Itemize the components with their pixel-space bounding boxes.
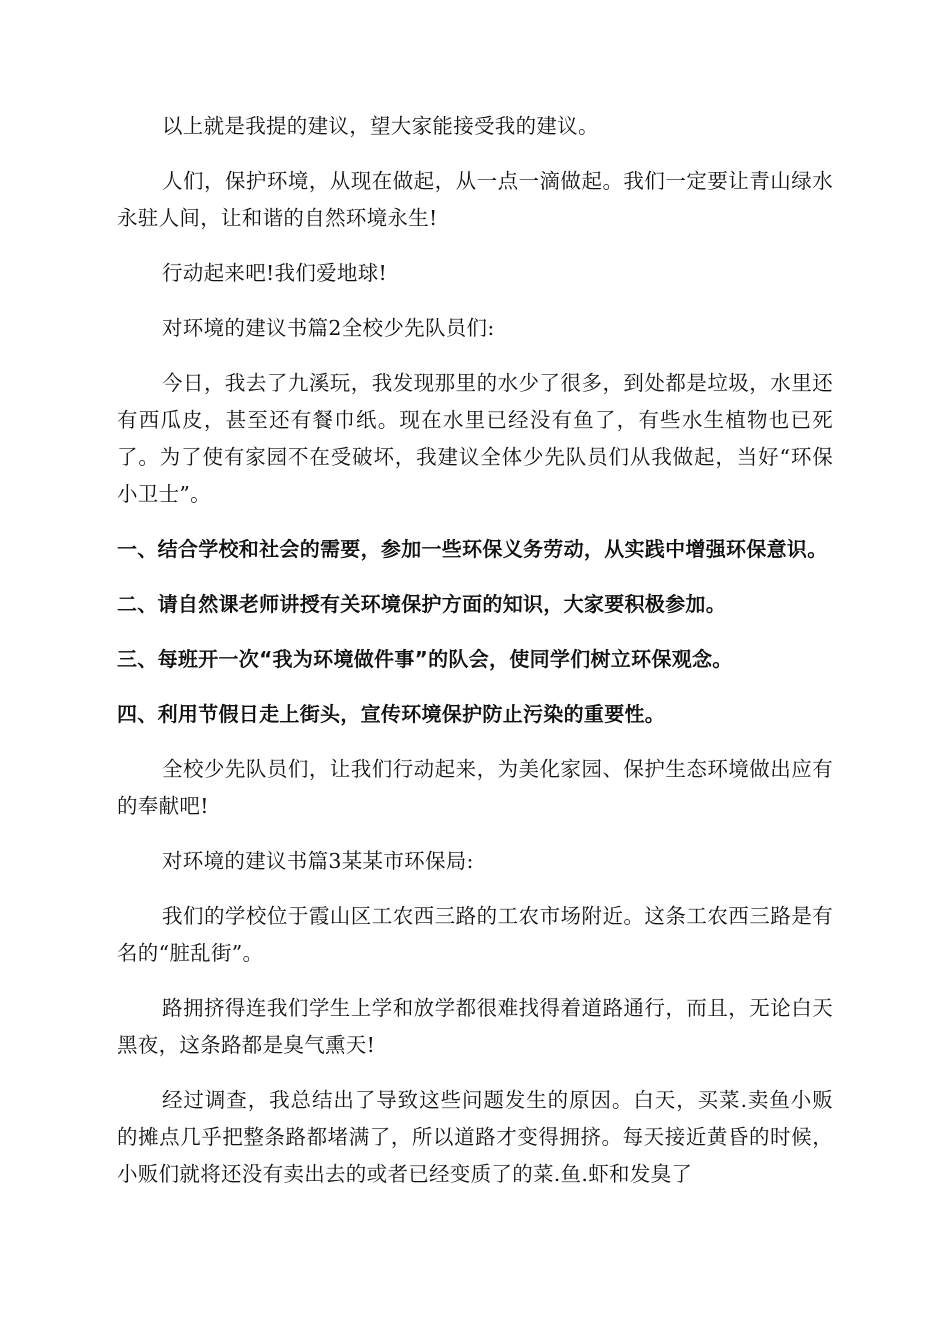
paragraph-protect-environment: 人们，保护环境，从现在做起，从一点一滴做起。我们一定要让青山绿水永驻人间，让和谐的自然环境永生! — [117, 169, 833, 230]
paragraph-pioneers-appeal: 全校少先队员们，让我们行动起来，为美化家园、保护生态环境做出应有的奉献吧! — [117, 757, 833, 818]
paragraph-closing-suggestion: 以上就是我提的建议，望大家能接受我的建议。 — [162, 114, 599, 138]
paragraph-road-congestion: 路拥挤得连我们学生上学和放学都很难找得着道路通行，而且，无论白天黑夜，这条路都是臭气熏天! — [117, 996, 833, 1057]
paragraph-investigation: 经过调查，我总结出了导致这些问题发生的原因。白天，买菜.卖鱼小贩的摊点几乎把整条路都堵满了，所以道路才变得拥挤。每天接近黄昏的时候，小贩们就将还没有卖出去的或者已经变质了的菜.鱼.虾和发臭了 — [117, 1088, 833, 1186]
paragraph-jiuxi-visit: 今日，我去了九溪玩，我发现那里的水少了很多，到处都是垃圾，水里还有西瓜皮，甚至还有餐巾纸。现在水里已经没有鱼了，有些水生植物也已死了。为了使有家园不在受破坏，我建议全体少先队员们从我做起，当好“环保小卫士”。 — [117, 371, 833, 506]
list-item-1: 一、结合学校和社会的需要，参加一些环保义务劳动，从实践中增强环保意识。 — [117, 537, 828, 561]
list-item-3: 三、每班开一次“我为环境做件事”的队会，使同学们树立环保观念。 — [117, 647, 733, 671]
document-body — [117, 108, 833, 1193]
list-item-2: 二、请自然课老师讲授有关环境保护方面的知识，大家要积极参加。 — [117, 592, 726, 616]
paragraph-call-to-action: 行动起来吧!我们爱地球! — [162, 261, 388, 285]
heading-letter-2: 对环境的建议书篇2全校少先队员们: — [162, 316, 495, 340]
list-item-4: 四、利用节假日走上街头，宣传环境保护防止污染的重要性。 — [117, 702, 666, 726]
heading-letter-3: 对环境的建议书篇3某某市环保局: — [162, 849, 474, 873]
paragraph-school-location: 我们的学校位于霞山区工农西三路的工农市场附近。这条工农西三路是有名的“脏乱街”。 — [117, 904, 833, 965]
